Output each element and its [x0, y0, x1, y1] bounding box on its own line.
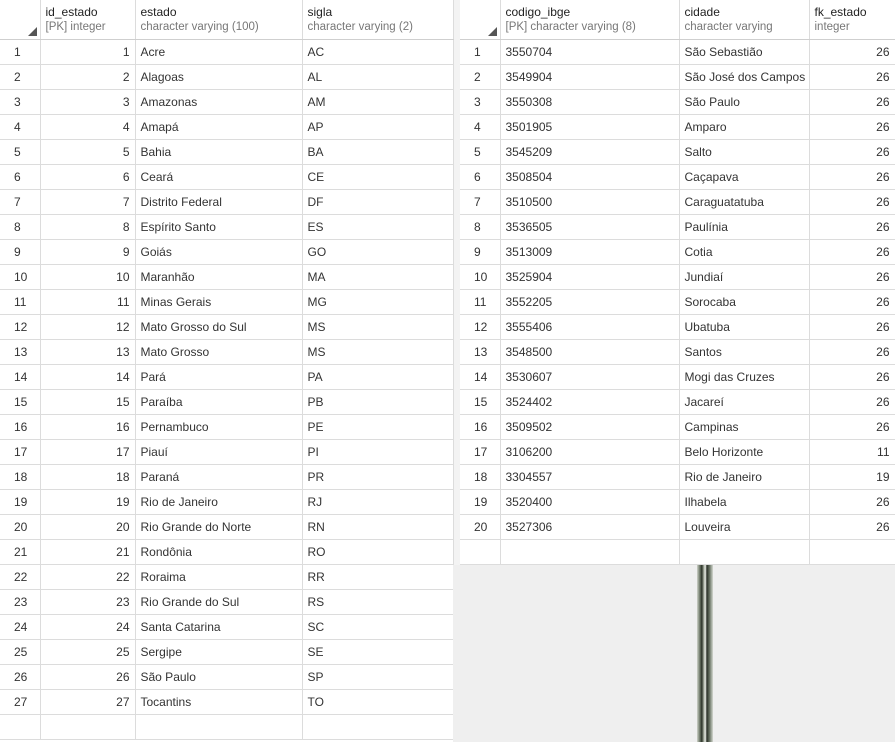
cell-codigo-ibge[interactable]: 3550308 — [500, 90, 679, 115]
table-row[interactable] — [460, 465, 895, 490]
cell-codigo-ibge[interactable]: 3513009 — [500, 240, 679, 265]
column-type: integer — [814, 21, 850, 33]
row-number[interactable]: 16 — [460, 415, 500, 440]
cell-sigla[interactable]: DF — [302, 190, 453, 215]
row-number[interactable]: 5 — [460, 140, 500, 165]
header-row — [0, 0, 453, 40]
cell-fk-estado[interactable]: 26 — [809, 40, 895, 65]
row-number[interactable]: 14 — [460, 365, 500, 390]
cell-cidade[interactable]: Cotia — [679, 240, 809, 265]
cell-id-estado[interactable]: 25 — [40, 640, 135, 665]
table-row[interactable] — [460, 315, 895, 340]
column-type: character varying (100) — [140, 21, 259, 33]
row-number[interactable]: 13 — [0, 340, 40, 365]
column-header-sigla[interactable] — [302, 0, 453, 40]
column-name: sigla — [307, 5, 333, 19]
cell-id-estado[interactable]: 4 — [40, 115, 135, 140]
cell-fk-estado[interactable]: 26 — [809, 115, 895, 140]
column-name: cidade — [684, 5, 720, 19]
select-all-corner[interactable] — [460, 0, 500, 40]
cell-estado[interactable]: Goiás — [135, 240, 302, 265]
column-type: character varying — [684, 21, 773, 33]
cell-estado[interactable]: Bahia — [135, 140, 302, 165]
table-row[interactable] — [460, 140, 895, 165]
row-number[interactable]: 3 — [0, 90, 40, 115]
table-row[interactable] — [0, 240, 453, 265]
empty-row — [0, 715, 453, 740]
cell-fk-estado[interactable]: 26 — [809, 390, 895, 415]
table-row[interactable] — [0, 65, 453, 90]
cell-sigla[interactable]: AP — [302, 115, 453, 140]
cell-fk-estado[interactable]: 26 — [809, 215, 895, 240]
cell-codigo-ibge[interactable]: 3552205 — [500, 290, 679, 315]
cell-estado[interactable]: Ceará — [135, 165, 302, 190]
cell-id-estado[interactable]: 8 — [40, 215, 135, 240]
table-row[interactable] — [0, 640, 453, 665]
cell-id-estado[interactable]: 23 — [40, 590, 135, 615]
empty-cell — [302, 715, 453, 740]
cell-sigla[interactable]: BA — [302, 140, 453, 165]
row-number[interactable]: 26 — [0, 665, 40, 690]
cell-sigla[interactable]: RR — [302, 565, 453, 590]
column-header-fk-estado[interactable] — [809, 0, 895, 40]
corner-triangle-icon — [28, 27, 37, 36]
cell-id-estado[interactable]: 27 — [40, 690, 135, 715]
cell-id-estado[interactable]: 12 — [40, 315, 135, 340]
cell-estado[interactable]: São Paulo — [135, 665, 302, 690]
cell-sigla[interactable]: TO — [302, 690, 453, 715]
row-number[interactable]: 14 — [0, 365, 40, 390]
cell-cidade[interactable]: São José dos Campos — [679, 65, 809, 90]
cell-sigla[interactable]: MG — [302, 290, 453, 315]
column-name: codigo_ibge — [505, 5, 571, 19]
column-header-codigo-ibge[interactable] — [500, 0, 679, 40]
table-row[interactable] — [460, 65, 895, 90]
table-row[interactable] — [0, 115, 453, 140]
cell-fk-estado[interactable]: 26 — [809, 265, 895, 290]
cell-estado[interactable]: Rio de Janeiro — [135, 490, 302, 515]
row-number[interactable]: 8 — [460, 215, 500, 240]
cell-id-estado[interactable]: 17 — [40, 440, 135, 465]
table-row[interactable] — [460, 290, 895, 315]
cell-cidade[interactable]: Amparo — [679, 115, 809, 140]
cidade-data-grid — [460, 0, 895, 565]
row-number[interactable]: 7 — [460, 190, 500, 215]
row-number[interactable]: 27 — [0, 690, 40, 715]
table-row[interactable] — [0, 390, 453, 415]
cell-sigla[interactable]: PR — [302, 465, 453, 490]
cell-estado[interactable]: Rondônia — [135, 540, 302, 565]
cell-estado[interactable]: Santa Catarina — [135, 615, 302, 640]
table-row[interactable] — [0, 165, 453, 190]
cell-estado[interactable]: Maranhão — [135, 265, 302, 290]
table-row[interactable] — [460, 415, 895, 440]
cell-sigla[interactable]: ES — [302, 215, 453, 240]
cell-id-estado[interactable]: 21 — [40, 540, 135, 565]
cell-estado[interactable]: Paraíba — [135, 390, 302, 415]
cell-estado[interactable]: Roraima — [135, 565, 302, 590]
cell-cidade[interactable]: Belo Horizonte — [679, 440, 809, 465]
cell-id-estado[interactable]: 1 — [40, 40, 135, 65]
row-number[interactable]: 19 — [460, 490, 500, 515]
table-row[interactable] — [460, 165, 895, 190]
empty-row — [460, 540, 895, 565]
table-row[interactable] — [0, 365, 453, 390]
table-row[interactable] — [0, 415, 453, 440]
row-number[interactable]: 16 — [0, 415, 40, 440]
table-row[interactable] — [0, 315, 453, 340]
cell-estado[interactable]: Amapá — [135, 115, 302, 140]
cell-id-estado[interactable]: 11 — [40, 290, 135, 315]
row-number[interactable]: 15 — [0, 390, 40, 415]
row-number[interactable]: 18 — [460, 465, 500, 490]
cell-id-estado[interactable]: 15 — [40, 390, 135, 415]
cell-estado[interactable]: Amazonas — [135, 90, 302, 115]
corner-triangle-icon — [488, 27, 497, 36]
cell-id-estado[interactable]: 3 — [40, 90, 135, 115]
table-row[interactable] — [0, 540, 453, 565]
table-row[interactable] — [0, 615, 453, 640]
cell-codigo-ibge[interactable]: 3304557 — [500, 465, 679, 490]
cell-codigo-ibge[interactable]: 3509502 — [500, 415, 679, 440]
table-row[interactable] — [0, 465, 453, 490]
cell-codigo-ibge[interactable]: 3536505 — [500, 215, 679, 240]
cell-fk-estado[interactable]: 26 — [809, 165, 895, 190]
cell-sigla[interactable]: CE — [302, 165, 453, 190]
cell-sigla[interactable]: MS — [302, 315, 453, 340]
empty-cell — [40, 715, 135, 740]
table-row[interactable] — [460, 490, 895, 515]
cell-cidade[interactable]: Caraguatatuba — [679, 190, 809, 215]
cell-cidade[interactable]: Jacareí — [679, 390, 809, 415]
table-row[interactable] — [460, 40, 895, 65]
row-number[interactable]: 4 — [460, 115, 500, 140]
cell-fk-estado[interactable]: 11 — [809, 440, 895, 465]
cell-fk-estado[interactable]: 26 — [809, 90, 895, 115]
table-row[interactable] — [0, 40, 453, 65]
table-row[interactable] — [0, 265, 453, 290]
cell-estado[interactable]: Pernambuco — [135, 415, 302, 440]
cell-codigo-ibge[interactable]: 3510500 — [500, 190, 679, 215]
row-number[interactable]: 2 — [460, 65, 500, 90]
cell-id-estado[interactable]: 2 — [40, 65, 135, 90]
cell-estado[interactable]: Sergipe — [135, 640, 302, 665]
cell-sigla[interactable]: AC — [302, 40, 453, 65]
cell-id-estado[interactable]: 20 — [40, 515, 135, 540]
row-number[interactable]: 25 — [0, 640, 40, 665]
row-number[interactable]: 10 — [460, 265, 500, 290]
row-number[interactable]: 13 — [460, 340, 500, 365]
table-row[interactable] — [460, 265, 895, 290]
table-row[interactable] — [0, 340, 453, 365]
cell-estado[interactable]: Distrito Federal — [135, 190, 302, 215]
cell-estado[interactable]: Rio Grande do Norte — [135, 515, 302, 540]
empty-cell — [460, 540, 500, 565]
cell-fk-estado[interactable]: 26 — [809, 290, 895, 315]
cell-fk-estado[interactable]: 26 — [809, 490, 895, 515]
row-number[interactable]: 10 — [0, 265, 40, 290]
cell-sigla[interactable]: RJ — [302, 490, 453, 515]
cell-codigo-ibge[interactable]: 3524402 — [500, 390, 679, 415]
cell-cidade[interactable]: Louveira — [679, 515, 809, 540]
cell-sigla[interactable]: MA — [302, 265, 453, 290]
cell-codigo-ibge[interactable]: 3548500 — [500, 340, 679, 365]
cell-id-estado[interactable]: 14 — [40, 365, 135, 390]
column-header-estado[interactable] — [135, 0, 302, 40]
cell-sigla[interactable]: RO — [302, 540, 453, 565]
row-number[interactable]: 4 — [0, 115, 40, 140]
cell-fk-estado[interactable]: 26 — [809, 340, 895, 365]
column-name: id_estado — [45, 5, 98, 19]
cell-codigo-ibge[interactable]: 3550704 — [500, 40, 679, 65]
cell-sigla[interactable]: GO — [302, 240, 453, 265]
cell-estado[interactable]: Mato Grosso — [135, 340, 302, 365]
cell-fk-estado[interactable]: 26 — [809, 365, 895, 390]
column-type: character varying (2) — [307, 21, 413, 33]
table-row[interactable] — [0, 190, 453, 215]
row-number[interactable]: 5 — [0, 140, 40, 165]
cell-cidade[interactable]: Caçapava — [679, 165, 809, 190]
cell-id-estado[interactable]: 16 — [40, 415, 135, 440]
table-row[interactable] — [0, 515, 453, 540]
column-type: [PK] integer — [45, 21, 106, 33]
cell-id-estado[interactable]: 9 — [40, 240, 135, 265]
cell-sigla[interactable]: MS — [302, 340, 453, 365]
table-row[interactable] — [460, 115, 895, 140]
cell-sigla[interactable]: PA — [302, 365, 453, 390]
table-row[interactable] — [460, 365, 895, 390]
cell-sigla[interactable]: SE — [302, 640, 453, 665]
cell-fk-estado[interactable]: 26 — [809, 140, 895, 165]
row-number[interactable]: 9 — [0, 240, 40, 265]
table-row[interactable] — [0, 90, 453, 115]
cell-codigo-ibge[interactable]: 3508504 — [500, 165, 679, 190]
cell-id-estado[interactable]: 22 — [40, 565, 135, 590]
cell-sigla[interactable]: AM — [302, 90, 453, 115]
cell-fk-estado[interactable]: 26 — [809, 240, 895, 265]
column-name: estado — [140, 5, 177, 19]
row-number[interactable]: 24 — [0, 615, 40, 640]
cell-estado[interactable]: Paraná — [135, 465, 302, 490]
row-number[interactable]: 19 — [0, 490, 40, 515]
cell-sigla[interactable]: SP — [302, 665, 453, 690]
row-number[interactable]: 9 — [460, 240, 500, 265]
cell-estado[interactable]: Espírito Santo — [135, 215, 302, 240]
cell-id-estado[interactable]: 24 — [40, 615, 135, 640]
table-row[interactable] — [460, 515, 895, 540]
cell-id-estado[interactable]: 10 — [40, 265, 135, 290]
cell-sigla[interactable]: PB — [302, 390, 453, 415]
cell-id-estado[interactable]: 13 — [40, 340, 135, 365]
empty-cell — [679, 540, 809, 565]
row-number[interactable]: 1 — [460, 40, 500, 65]
cell-fk-estado[interactable]: 26 — [809, 315, 895, 340]
cell-codigo-ibge[interactable]: 3530607 — [500, 365, 679, 390]
cell-codigo-ibge[interactable]: 3549904 — [500, 65, 679, 90]
cidade-grid-body — [460, 40, 895, 565]
row-number[interactable]: 17 — [0, 440, 40, 465]
cell-id-estado[interactable]: 18 — [40, 465, 135, 490]
empty-cell — [135, 715, 302, 740]
cell-cidade[interactable]: Santos — [679, 340, 809, 365]
row-number[interactable]: 20 — [0, 515, 40, 540]
row-number[interactable]: 2 — [0, 65, 40, 90]
column-name: fk_estado — [814, 5, 867, 19]
table-row[interactable] — [460, 240, 895, 265]
cell-fk-estado[interactable]: 26 — [809, 415, 895, 440]
cell-sigla[interactable]: SC — [302, 615, 453, 640]
row-number[interactable]: 20 — [460, 515, 500, 540]
cell-codigo-ibge[interactable]: 3555406 — [500, 315, 679, 340]
cell-fk-estado[interactable]: 26 — [809, 65, 895, 90]
cell-estado[interactable]: Piauí — [135, 440, 302, 465]
row-number[interactable]: 6 — [460, 165, 500, 190]
row-number[interactable]: 1 — [0, 40, 40, 65]
row-number[interactable]: 23 — [0, 590, 40, 615]
table-row[interactable] — [460, 390, 895, 415]
cell-cidade[interactable]: São Sebastião — [679, 40, 809, 65]
cell-estado[interactable]: Alagoas — [135, 65, 302, 90]
table-row[interactable] — [0, 590, 453, 615]
table-row[interactable] — [460, 340, 895, 365]
table-row[interactable] — [0, 665, 453, 690]
cell-fk-estado[interactable]: 26 — [809, 515, 895, 540]
row-number[interactable]: 18 — [0, 465, 40, 490]
row-number[interactable]: 15 — [460, 390, 500, 415]
table-row[interactable] — [460, 90, 895, 115]
row-number[interactable]: 6 — [0, 165, 40, 190]
row-number[interactable]: 11 — [460, 290, 500, 315]
cell-sigla[interactable]: AL — [302, 65, 453, 90]
cell-estado[interactable]: Acre — [135, 40, 302, 65]
cell-id-estado[interactable]: 7 — [40, 190, 135, 215]
table-row[interactable] — [0, 140, 453, 165]
cell-cidade[interactable]: Paulínia — [679, 215, 809, 240]
empty-results-area — [453, 565, 895, 742]
cell-cidade[interactable]: Campinas — [679, 415, 809, 440]
row-number[interactable]: 7 — [0, 190, 40, 215]
column-header-cidade[interactable] — [679, 0, 809, 40]
row-number[interactable]: 21 — [0, 540, 40, 565]
cell-cidade[interactable]: Jundiaí — [679, 265, 809, 290]
column-header-id-estado[interactable] — [40, 0, 135, 40]
cell-codigo-ibge[interactable]: 3525904 — [500, 265, 679, 290]
cell-cidade[interactable]: Mogi das Cruzes — [679, 365, 809, 390]
cell-codigo-ibge[interactable]: 3520400 — [500, 490, 679, 515]
table-row[interactable] — [0, 565, 453, 590]
empty-cell — [0, 715, 40, 740]
panel-splitter-handle[interactable] — [697, 565, 713, 742]
cell-codigo-ibge[interactable]: 3501905 — [500, 115, 679, 140]
table-row[interactable] — [460, 440, 895, 465]
cell-estado[interactable]: Tocantins — [135, 690, 302, 715]
cell-fk-estado[interactable]: 19 — [809, 465, 895, 490]
cell-sigla[interactable]: PE — [302, 415, 453, 440]
row-number[interactable]: 11 — [0, 290, 40, 315]
cell-id-estado[interactable]: 26 — [40, 665, 135, 690]
cell-cidade[interactable]: Ubatuba — [679, 315, 809, 340]
select-all-corner[interactable] — [0, 0, 40, 40]
row-number[interactable]: 12 — [460, 315, 500, 340]
empty-cell — [809, 540, 895, 565]
empty-cell — [500, 540, 679, 565]
cell-estado[interactable]: Mato Grosso do Sul — [135, 315, 302, 340]
cell-estado[interactable]: Pará — [135, 365, 302, 390]
table-row[interactable] — [0, 215, 453, 240]
header-row — [460, 0, 895, 40]
row-number[interactable]: 3 — [460, 90, 500, 115]
column-type: [PK] character varying (8) — [505, 21, 636, 33]
cell-sigla[interactable]: PI — [302, 440, 453, 465]
cell-sigla[interactable]: RS — [302, 590, 453, 615]
table-row[interactable] — [0, 440, 453, 465]
cell-estado[interactable]: Rio Grande do Sul — [135, 590, 302, 615]
table-row[interactable] — [0, 490, 453, 515]
cell-id-estado[interactable]: 19 — [40, 490, 135, 515]
table-row[interactable] — [460, 190, 895, 215]
cell-sigla[interactable]: RN — [302, 515, 453, 540]
cell-cidade[interactable]: Sorocaba — [679, 290, 809, 315]
table-row[interactable] — [0, 290, 453, 315]
cell-codigo-ibge[interactable]: 3527306 — [500, 515, 679, 540]
row-number[interactable]: 12 — [0, 315, 40, 340]
cell-cidade[interactable]: Rio de Janeiro — [679, 465, 809, 490]
cell-cidade[interactable]: São Paulo — [679, 90, 809, 115]
table-row[interactable] — [460, 215, 895, 240]
estado-grid-body — [0, 40, 453, 740]
cell-fk-estado[interactable]: 26 — [809, 190, 895, 215]
cell-estado[interactable]: Minas Gerais — [135, 290, 302, 315]
cell-cidade[interactable]: Ilhabela — [679, 490, 809, 515]
cell-cidade[interactable]: Salto — [679, 140, 809, 165]
cell-id-estado[interactable]: 5 — [40, 140, 135, 165]
row-number[interactable]: 17 — [460, 440, 500, 465]
row-number[interactable]: 22 — [0, 565, 40, 590]
cell-codigo-ibge[interactable]: 3106200 — [500, 440, 679, 465]
cell-id-estado[interactable]: 6 — [40, 165, 135, 190]
cell-codigo-ibge[interactable]: 3545209 — [500, 140, 679, 165]
table-row[interactable] — [0, 690, 453, 715]
row-number[interactable]: 8 — [0, 215, 40, 240]
